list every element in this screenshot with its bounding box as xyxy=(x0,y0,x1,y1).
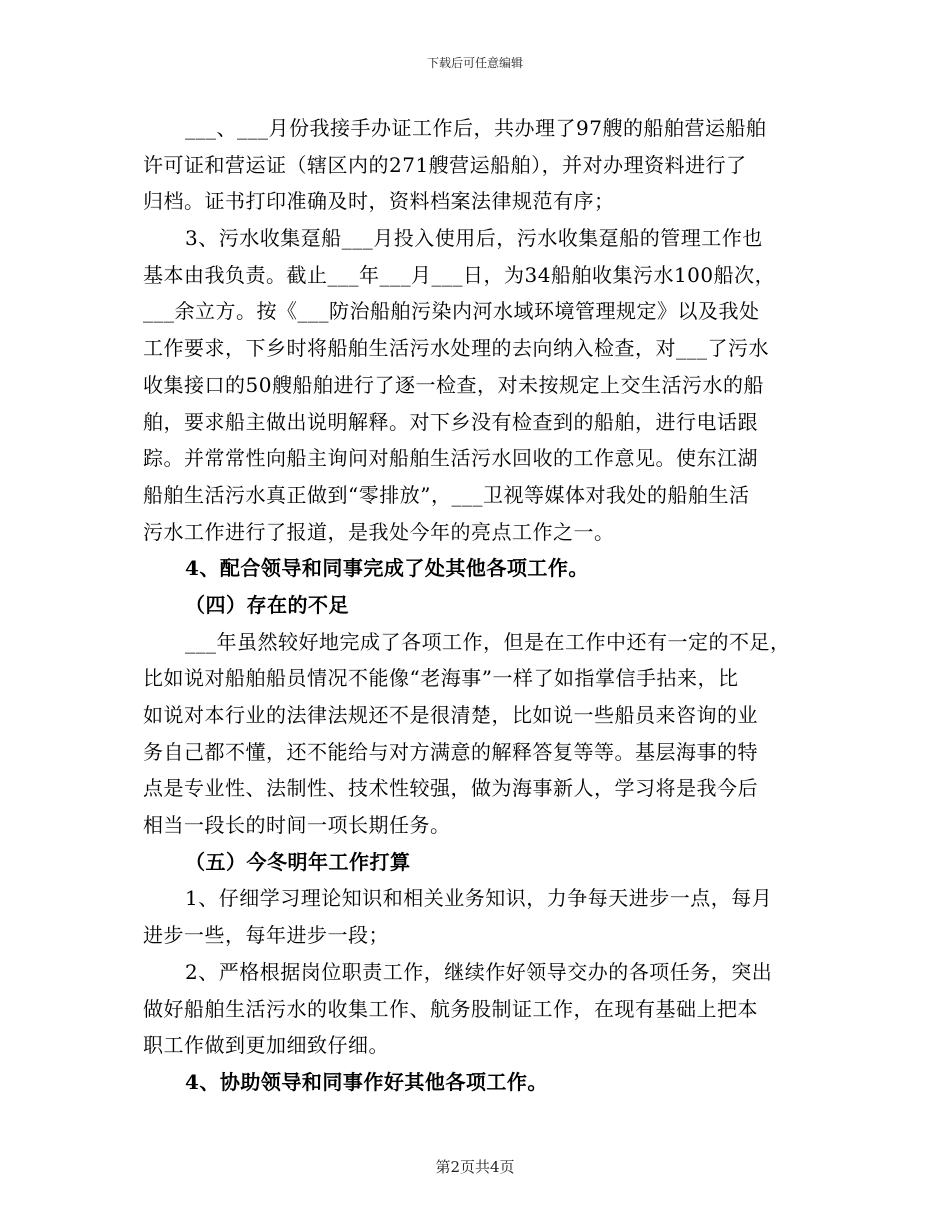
paragraph-line: 点是专业性、法制性、技术性较强，做为海事新人，学习将是我今后 xyxy=(143,776,758,801)
paragraph-line: 舶，要求船主做出说明解释。对下乡没有检查到的船舶，进行电话跟 xyxy=(143,409,758,434)
item-heading: 4、配合领导和同事完成了处其他各项工作。 xyxy=(185,556,589,581)
page-header: 下载后可任意编辑 xyxy=(426,56,523,70)
paragraph-line: 污水工作进行了报道，是我处今年的亮点工作之一。 xyxy=(143,519,615,544)
page-footer: 第2页共4页 xyxy=(435,1158,515,1176)
paragraph-line: 做好船舶生活污水的收集工作、航务股制证工作，在现有基础上把本 xyxy=(143,996,758,1021)
paragraph-line: 归档。证书打印准确及时，资料档案法律规范有序； xyxy=(143,189,615,214)
section-heading: （四）存在的不足 xyxy=(185,592,349,617)
paragraph-line: 2、严格根据岗位职责工作，继续作好领导交办的各项任务，突出 xyxy=(185,959,773,984)
paragraph-line: 许可证和营运证（辖区内的271艘营运船舶），并对办理资料进行了 xyxy=(143,152,747,177)
section-heading: （五）今冬明年工作打算 xyxy=(185,849,411,874)
paragraph-line: ___、___月份我接手办证工作后，共办理了97艘的船舶营运船舶 xyxy=(185,116,767,140)
item-heading: 4、协助领导和同事作好其他各项工作。 xyxy=(185,1069,548,1094)
paragraph-line: ___年虽然较好地完成了各项工作，但是在工作中还有一定的不足， xyxy=(185,629,791,654)
paragraph-line: 比如说对船舶船员情况不能像“老海事”一样了如指掌信手拈来，比 xyxy=(143,666,739,691)
paragraph-line: 相当一段长的时间一项长期任务。 xyxy=(143,813,451,838)
paragraph-line: 务自己都不懂，还不能给与对方满意的解释答复等等。基层海事的特 xyxy=(143,739,758,764)
paragraph-line: 3、污水收集趸船___月投入使用后，污水收集趸船的管理工作也 xyxy=(185,226,763,251)
paragraph-line: 收集接口的50艘船舶进行了逐一检查，对未按规定上交生活污水的船 xyxy=(143,372,764,397)
paragraph-line: 工作要求，下乡时将船舶生活污水处理的去向纳入检查，对___了污水 xyxy=(143,336,769,361)
paragraph-line: 1、仔细学习理论知识和相关业务知识，力争每天进步一点，每月 xyxy=(185,886,773,911)
document-body xyxy=(143,110,823,1101)
paragraph-line: 职工作做到更加细致仔细。 xyxy=(143,1033,389,1058)
paragraph-line: ___余立方。按《___防治船舶污染内河水域环境管理规定》以及我处 xyxy=(143,299,760,324)
paragraph-line: 船舶生活污水真正做到“零排放”，___卫视等媒体对我处的船舶生活 xyxy=(143,482,750,507)
paragraph-line: 进步一些，每年进步一段； xyxy=(143,923,389,948)
paragraph-line: 如说对本行业的法律法规还不是很清楚，比如说一些船员来咨询的业 xyxy=(143,703,758,727)
paragraph-line: 踪。并常常性向船主询问对船舶生活污水回收的工作意见。使东江湖 xyxy=(143,446,758,471)
paragraph-line: 基本由我负责。截止___年___月___日，为34船舶收集污水100船次， xyxy=(143,262,776,287)
